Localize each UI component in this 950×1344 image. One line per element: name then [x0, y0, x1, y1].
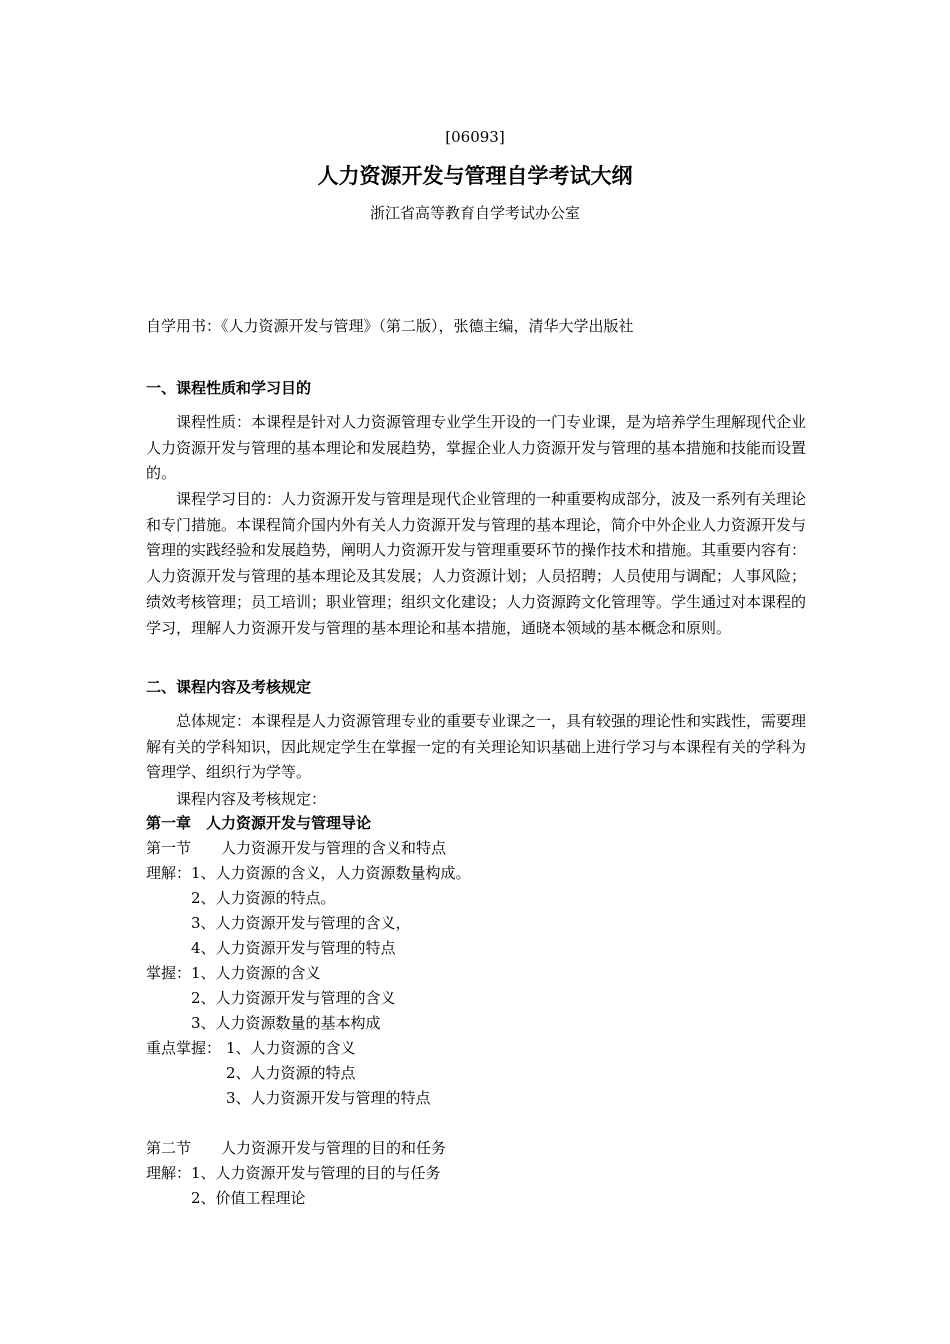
list-item: 2、人力资源开发与管理的含义: [191, 989, 396, 1007]
list-item: 1、人力资源的含义: [191, 964, 321, 982]
general-requirement-paragraph: 总体规定：本课程是人力资源管理专业的重要专业课之一，具有较强的理论性和实践性，需要理解有关的学科知识，因此规定学生在掌握一定的有关理论知识基础上进行学习与本课程有关的学科为管理学、组织行为学等。: [146, 712, 807, 782]
chapter-1-title: 第一章 人力资源开发与管理导论: [146, 814, 372, 832]
course-code: [06093]: [445, 128, 505, 146]
list-item: 2、人力资源的特点: [226, 1064, 356, 1082]
issuing-organization: 浙江省高等教育自学考试办公室: [369, 204, 580, 222]
textbook-line: 自学用书：《人力资源开发与管理》（第二版），张德主编，清华大学出版社: [146, 317, 634, 335]
list-item: 1、人力资源的含义: [226, 1039, 356, 1057]
course-purpose-paragraph: 课程学习目的：人力资源开发与管理是现代企业管理的一种重要构成部分，波及一系列有关理论和专门措施。本课程简介国内外有关人力资源开发与管理的基本理论，简介中外企业人力资源开发与管理的实践经验和发展趋势，阐明人力资源开发与管理重要环节的操作技术和措施。其重要内容有：人力资源开发与管理的基本理论及其发展；人力资源计划；人员招聘；人员使用与调配；人事风险；绩效考核管理；员工培训；职业管理；组织文化建设；人力资源跨文化管理等。学生通过对本课程的学习，理解人力资源开发与管理的基本理论和基本措施，通晓本领域的基本概念和原则。: [146, 490, 807, 637]
understand-label: 理解：: [146, 864, 192, 882]
course-nature-paragraph: 课程性质：本课程是针对人力资源管理专业学生开设的一门专业课，是为培养学生理解现代企业人力资源开发与管理的基本理论和发展趋势，掌握企业人力资源开发与管理的基本措施和技能而设置的。: [146, 413, 807, 483]
list-item: 4、人力资源开发与管理的特点: [191, 939, 396, 957]
list-item: 3、人力资源开发与管理的特点: [226, 1089, 431, 1107]
list-item: 1、人力资源的含义，人力资源数量构成。: [191, 864, 471, 882]
list-item: 1、人力资源开发与管理的目的与任务: [191, 1164, 441, 1182]
list-item: 3、人力资源开发与管理的含义，: [191, 914, 411, 932]
master-label: 掌握：: [146, 964, 192, 982]
content-label: 课程内容及考核规定：: [176, 790, 327, 808]
understand-label: 理解：: [146, 1164, 192, 1182]
list-item: 2、价值工程理论: [191, 1189, 306, 1207]
key-points-label: 重点掌握：: [146, 1039, 222, 1057]
chapter-1-section-2-title: 第二节 人力资源开发与管理的目的和任务: [146, 1139, 447, 1157]
section-heading-1: 一、课程性质和学习目的: [146, 379, 312, 397]
section-heading-2: 二、课程内容及考核规定: [146, 678, 312, 696]
list-item: 3、人力资源数量的基本构成: [191, 1014, 381, 1032]
list-item: 2、人力资源的特点。: [191, 889, 336, 907]
document-title: 人力资源开发与管理自学考试大纲: [317, 163, 633, 188]
chapter-1-section-1-title: 第一节 人力资源开发与管理的含义和特点: [146, 839, 447, 857]
